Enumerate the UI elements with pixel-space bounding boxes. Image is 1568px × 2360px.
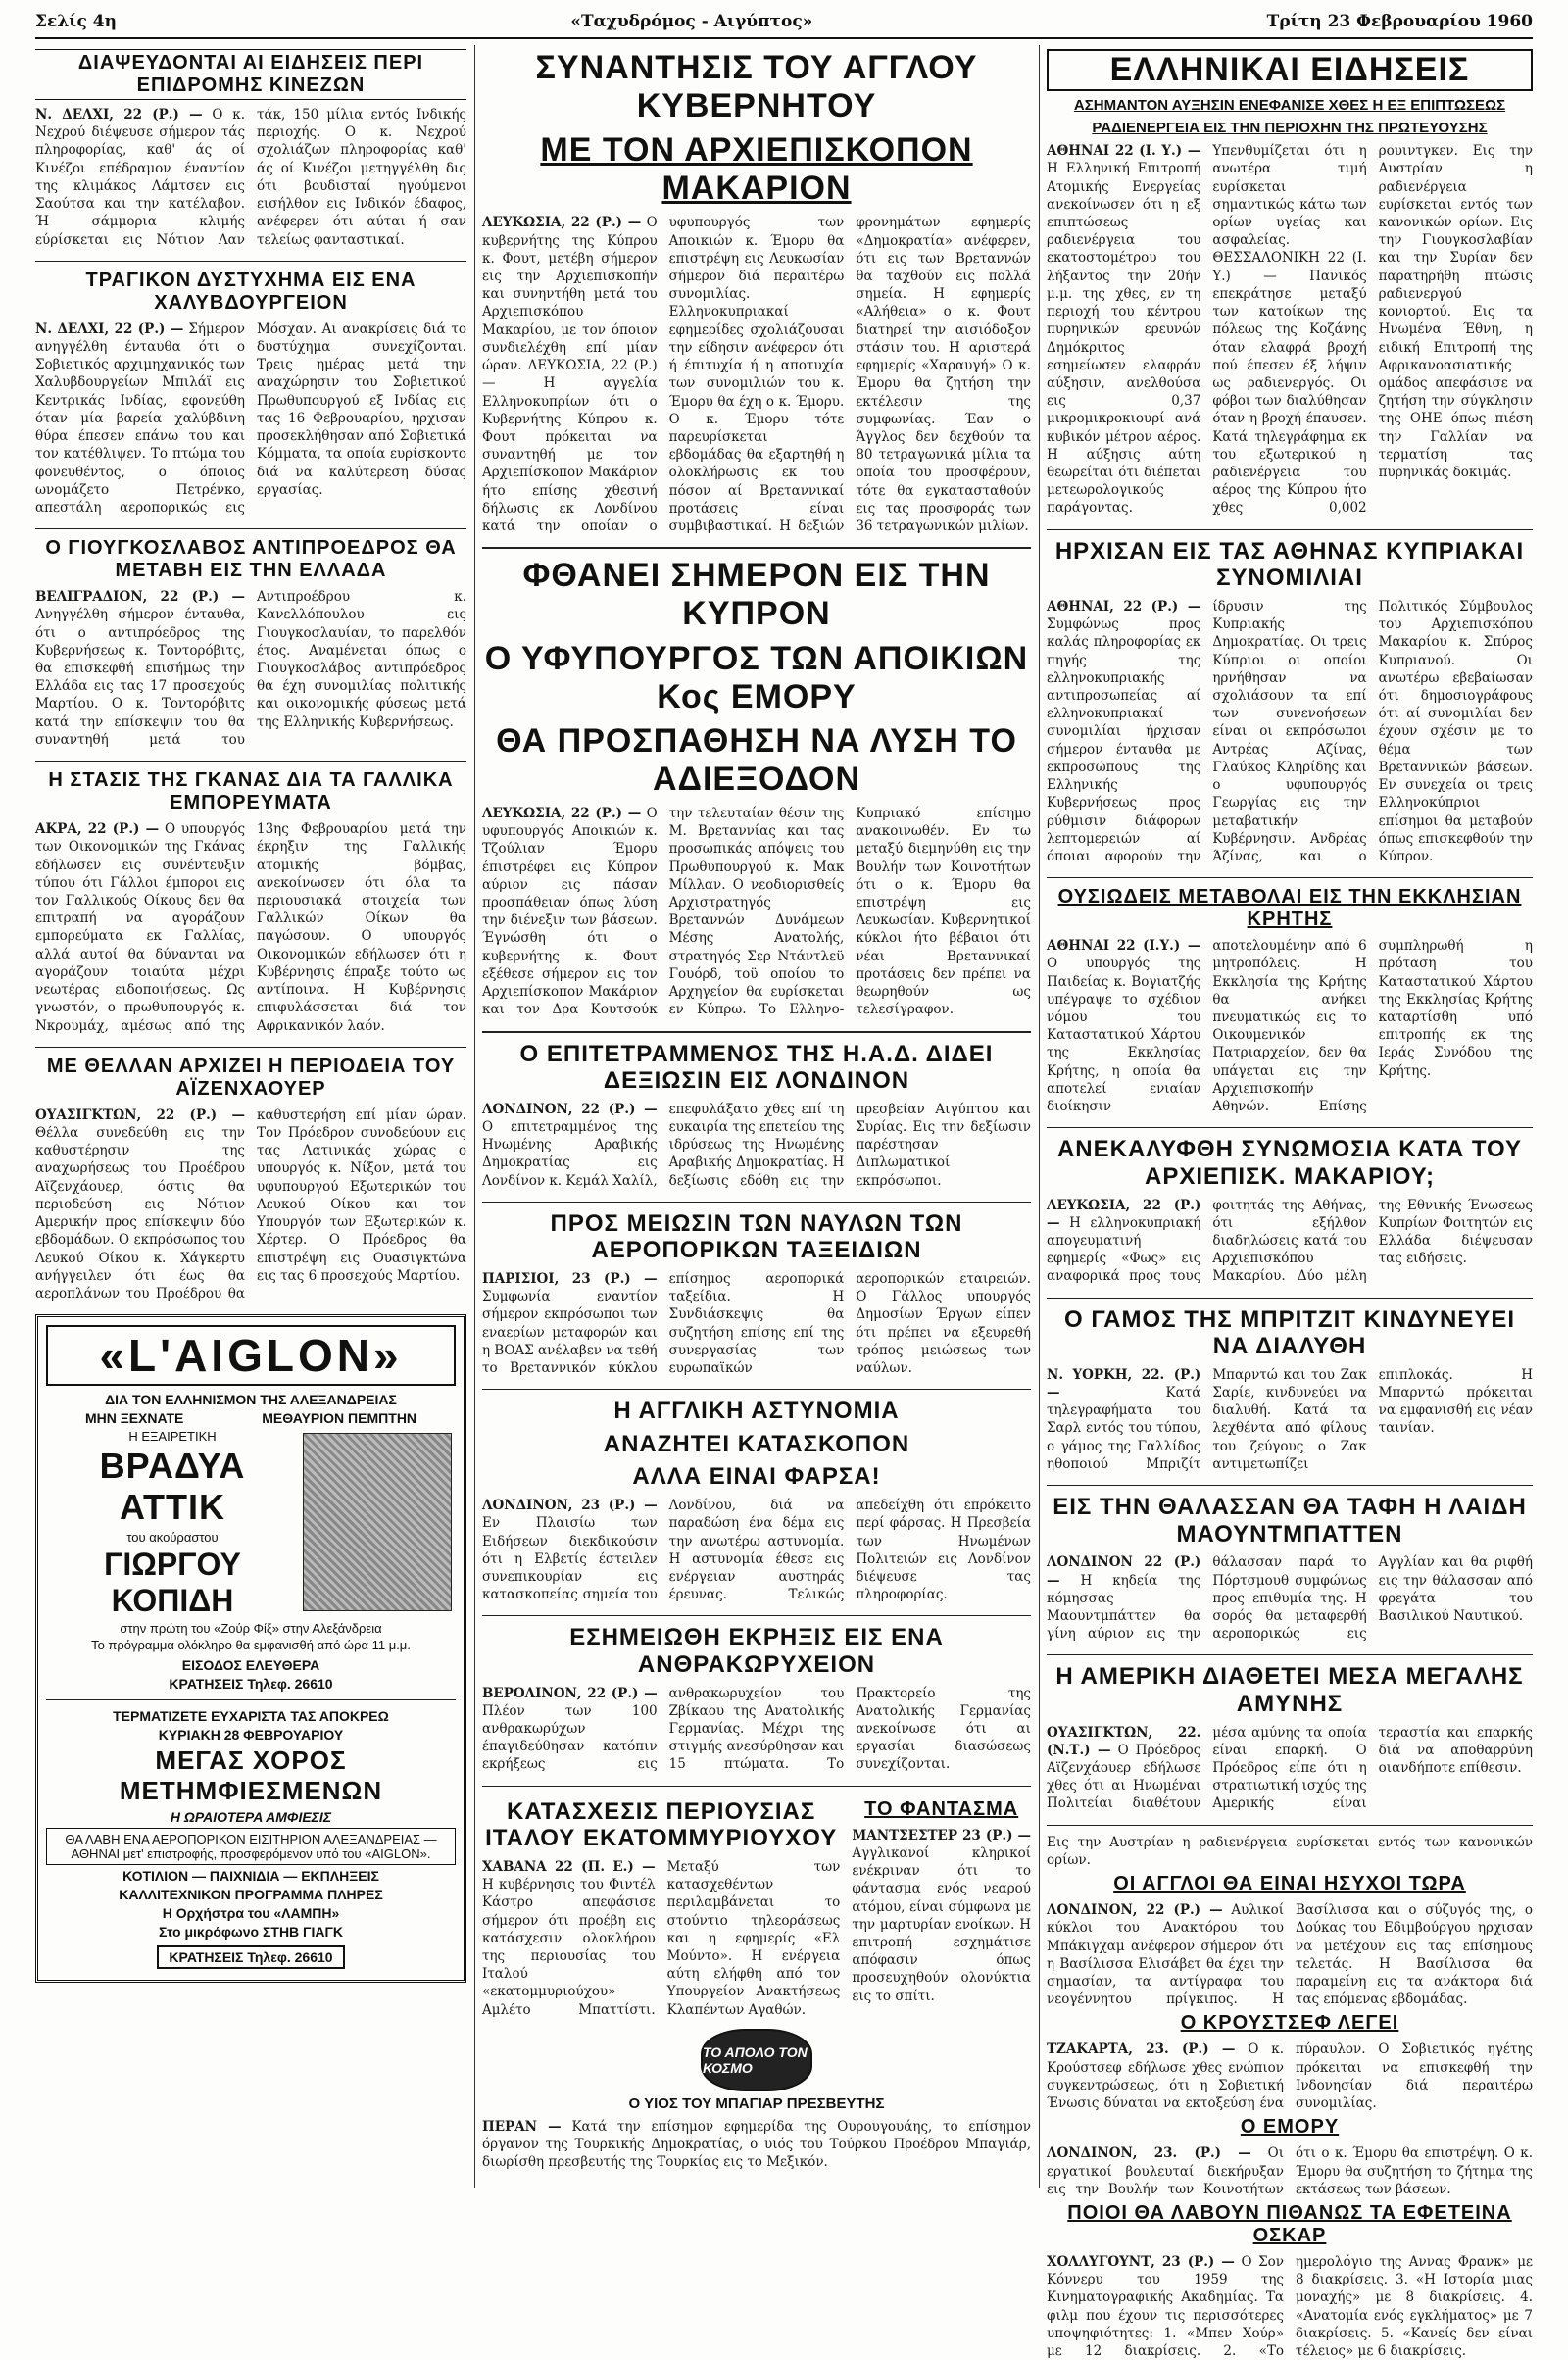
newspaper-title: «Ταχυδρόμος - Αιγύπτος» — [570, 12, 813, 31]
ad-line: στην πρώτη του «Ζούρ Φίξ» στην Αλεξάνδρεια — [120, 1621, 382, 1637]
divider — [1047, 877, 1533, 878]
headline: Ο ΓΑΜΟΣ ΤΗΣ ΜΠΡΙΤΖΙΤ ΚΙΝΔΥΝΕΥΕΙ ΝΑ ΔΙΑΛΥΘΗ — [1063, 1305, 1516, 1360]
article-body — [35, 320, 466, 516]
article-text: Θέλλα συνεδεύθη εις την καθυστέρησιν της αναχωρήσεως του Προέδρου Αϊζενχάουερ, όστις θα περιοδεύση εις Νότιον Αμερικήν προς επίσκεψιν δύο εβδομάδων. Ο εκπρόσωπος του Λευκού Οίκου κ. Χάγκερτυ ανήγγειλεν ότι έως θα αεροπλάνων του Προέδρου θα καθυστερήση επί μίαν ώραν. Τον Πρόεδρον συνοδεύουν εις τας Λατινικάς χώρας ο υπουργός κ. Νίξον, μετά του υφυπουργού Εξωτερικών του Λευκού Οίκου και τον Υπουργόν των Εξωτερικών κ. Χέρτερ. Ο Πρόεδρος θα επιστρέψη εις Ουασιγκτώνα εις τας 6 προσεχούς Μαρτίου. — [35, 1106, 466, 1302]
headline: Ο ΓΙΟΥΓΚΟΣΛΑΒΟΣ ΑΝΤΙΠΡΟΕΔΡΟΣ ΘΑ ΜΕΤΑΒΗ ΕΙΣ ΤΗΝ ΕΛΛΑΔΑ — [45, 537, 457, 582]
ad-line: Η ΩΡΑΙΟΤΕΡΑ ΑΜΦΙΕΣΙΣ — [170, 1809, 332, 1826]
divider — [35, 261, 466, 262]
article-body — [1047, 937, 1533, 1115]
column-rule — [1039, 45, 1040, 2188]
dateline: Ν. ΥΟΡΚΗ, 22. (Ρ.) — — [1047, 1366, 1201, 1401]
article-text: Η κυβέρνησις του Φιντέλ Κάστρο απεφάσισε σήμερον ότι προέβη εις κατάσχεσιν ολοκλήρου της περιουσίας του Ιταλού «εκατομμυριούχου» Αμλέτο Μπαττίστι. Μεταξύ των κατασχεθέντων περιλαμβάνεται το στούντιο τηλεοράσεως και η εφημερίς «Ελ Μούντο». Η ενέργεια αύτη ελήφθη από τον Υπουργείον Ανακτήσεως Κλαπέντων Αγαθών. — [482, 1858, 841, 2018]
headline: ΗΡΧΙΣΑΝ ΕΙΣ ΤΑΣ ΑΘΗΝΑΣ ΚΥΠΡΙΑΚΑΙ ΣΥΝΟΜΙΛΙΑΙ — [1054, 537, 1525, 592]
subheadline: Ο ΥΙΟΣ ΤΟΥ ΜΠΑΓΙΑΡ ΠΡΕΣΒΕΥΤΗΣ — [628, 2094, 885, 2112]
ad-line — [46, 1410, 456, 1426]
column-rule — [474, 45, 475, 2188]
article-body — [35, 1106, 466, 1303]
article-text: Συμφώνως προς καλάς πληροφορίας εκ πηγής της ελληνοκυπριακής αντιπροσωπείας αί ελληνοκυπριακαί συνομιλίαι ήρχισαν σήμερον ένταυθα με εκπροσώπους της Ελληνικής Κυβερνήσεως προς ρύθμισιν διάφορων λεπτομερειών αί όποιαι αφορούν την ίδρυσιν της Κυπριακής Δημοκρατίας. Οι τρεις Κύπριοι οι οποίοι ηρνήθησαν να σχολιάσουν τα επί των συνενοήσεων είναι οι εκπρόσωποι Αντρέας Αζίνας, Γλαύκος Κληρίδης και ο υφυπουργός Γεωργίας εις την μεταβατικήν Κυβέρνησιν. Ανδρέας Άζίνας, και ο Πολιτικός Σύμβουλος του Αρχιεπισκόπου Μακαρίου κ. Σπύρος Κυπριανού. Οι ανωτέρω εβεβαίωσαν ότι δημοσιογράφους ότι αί συνομιλίαι δεν έχουν σχέσιν με το θέμα των Βρεταννικών βάσεων. Εν συνεχεία οι τρεις Ελληνοκύπριοι επίσημοι θα μεταβούν όπως επισκεφθούν την Κύπρον. — [1047, 598, 1533, 864]
headline: ΚΑΤΑΣΧΕΣΙΣ ΠΕΡΙΟΥΣΙΑΣ ΙΤΑΛΟΥ ΕΚΑΤΟΜΜΥΡΙΟΥΧΟΥ — [485, 1797, 838, 1852]
article-text: Πλέον των 100 ανθρακωρύχων έπαγιδεύθησαν κατόπιν εκρήξεως εις ανθρακωρυχείον του Ζβίκαου της Ανατολικής Γερμανίας. Μέχρι της στιγμής ανεσύρθησαν και 15 πτώματα. Το Πρακτορείο της Ανατολικής Γερμανίας ανεκοίνωσε ότι αι εργασίαι διασώσεως συνεχίζονται. — [482, 1685, 1031, 1773]
dateline: ΠΑΡΙΣΙΟΙ, 23 (Ρ.) — — [482, 1270, 658, 1287]
ad-line: ΘΑ ΛΑΒΗ ΕΝΑ ΑΕΡΟΠΟΡΙΚΟΝ ΕΙΣΙΤΗΡΙΟΝ ΑΛΕΞΑΝΔΡΕΙΑΣ — ΑΘΗΝΑΙ μετ' επιστροφής, προσφερόμενον υπό του «AIGLON». — [46, 1828, 456, 1865]
article-text: Ο υπουργός των Οικονομικών της Γκάνας εδήλωσεν εις συνέντευξιν τύπου ότι Γάλλοι έμποροι εις τον Γαλλικούς Οίκους δεν θα επιτραπή να αγοράζουν εμπορεύματα εκ Γαλλίας, αλλά αυτοί θα δύνανται να αγοράζουν τοιαύτα μέχρι νεωτέρας ειδοποιήσεως. Ως γνωστόν, ο πρωθυπουργός κ. Νκρουμάχ, αμέσως από της 13ης Φεβρουαρίου μετά την έκρηξιν της Γαλλικής ατομικής βόμβας, ανεκοίνωσεν ότι όλα τα περιουσιακά στοιχεία των Γαλλικών Οίκων θα παγώσουν. Ο υπουργός Οικονομικών εδήλωσεν ότι η Κυβέρνησις έπραξε τούτο ως αντίποινα. Η Κυβέρνησις επιφυλάσσεται διά τον Αφρικανικόν λαόν. — [35, 821, 466, 1034]
article-text: Αγγλικανοί κληρικοί ενέκριναν ότι το φάντασμα ενός νεαρού ατόμου, είναι σύμφωνα με την μαρτυρίαν ενοίκων. Η επιτροπή εσχημάτισε απόφασιν όπως προσευχηθούν ολονύκτια εις το σπίτι. — [852, 1844, 1031, 2004]
article-text: Ο κ. Νεχρού διέψευσε σήμερον τάς πληροφορίας, καθ' άς οί Κινέζοι επέδραμον έναντίον της κλιμάκος Λάμτσεν εις Σαούτσα και την κατέλαβον. Ή σάμμορια κλιμής εύρίσκεται εις Νότιον Λαν τάκ, 150 μίλια εντός Ινδικής περιοχής. Ο κ. Νεχρού σχολιάζων πληροφορίας καθ' άς οί Κινέζοι μετηγγέλθη δις ότι βουδισταί ηγούμενοι εισήλθον εις Ινδικόν έδαφος, ανέφερεν ότι αύται ή σαν τελείως φανταστικαί. — [35, 107, 466, 248]
article — [482, 557, 1031, 1018]
ad-text: ΜΕΘΑΥΡΙΟΝ ΠΕΜΠΤΗΝ — [262, 1410, 417, 1427]
masthead-rule — [35, 37, 1533, 39]
article-text: Ανηγγέλθη σήμερον ένταυθα, ότι ο αντιπρόεδρος της Κυβερνήσεως κ. Τοντορόβιτς, θα επισκεφθή επισήμως την Ελλάδα εις τας 17 προσεχούς Μαρτίου. Ο κ. Τοντορόβιτς κατά την επίσκεψιν του θα συναντηθή μετά του Αντιπροέδρου κ. Κανελλόπουλου εις Γιουγκοσλαυίαν, το παρελθόν έτος. Αναμένεται όπως ο Γιουγκοσλάβος αντιπρόεδρος θα έχη συνομιλίας πολιτικής και οικονομικής φύσεως μετά της Ελληνικής Κυβερνήσεως. — [35, 589, 466, 748]
headline: ΣΥΝΑΝΤΗΣΙΣ ΤΟΥ ΑΓΓΛΟΥ ΚΥΒΕΡΝΗΤΟΥ — [535, 49, 978, 125]
article-body — [1047, 142, 1533, 517]
article-text: Κατά τηλεγραφήματα του Σαρλ εντός του τύπου, ο γάμος της Γαλλίδος ηθοποιού Μπριζίτ Μπαρντώ και του Ζακ Σαρίε, κινδυνεύει να διαλυθή. Κατά τα λεχθέντα από φίλους του ζεύγους ο Ζακ αντιμετωπίζει επιπλοκάς. Η Μπαρντώ πρόκειται να εμφανισθή εις νέαν ταινίαν. — [1047, 1366, 1533, 1472]
article — [482, 1795, 840, 2019]
dateline: ΒΕΡΟΛΙΝΟΝ, 22 (Ρ.) — — [482, 1685, 658, 1701]
article-body — [35, 588, 466, 749]
headline: Ο ΕΠΙΤΕΤΡΑΜΜΕΝΟΣ ΤΗΣ Η.Α.Δ. ΔΙΔΕΙ ΔΕΞΙΩΣΙΝ ΕΙΣ ΛΟΝΔΙΝΟΝ — [519, 1040, 994, 1095]
article — [35, 49, 466, 249]
article-body — [1047, 2253, 1533, 2360]
bottom-row — [482, 1795, 1031, 2019]
headline: ΔΙΑΨΕΥΔΟΝΤΑΙ ΑΙ ΕΙΔΗΣΕΙΣ ΠΕΡΙ ΕΠΙΔΡΟΜΗΣ ΚΙΝΕΖΩΝ — [35, 49, 466, 100]
article-text: Η κηδεία της κόμησσας Μαουντμπάττεν θα γίνη αύριον εις την θάλασσαν παρά το Πόρτσμουθ συμφώνως προς επιθυμία της. Η σορός θα μεταφερθή αεροπορικώς εις Αγγλίαν και θα ριφθή εις την θάλασσαν από φρεγάτα του Βασιλικού Ναυτικού. — [1047, 1554, 1533, 1643]
article — [482, 1398, 1031, 1603]
dateline: ΑΚΡΑ, 22 (Ρ.) — — [35, 821, 160, 838]
article-body — [482, 214, 1031, 535]
page-number: Σελίς 4η — [35, 12, 117, 31]
headline: Η ΑΜΕΡΙΚΗ ΔΙΑΘΕΤΕΙ ΜΕΣΑ ΜΕΓΑΛΗΣ ΑΜΥΝΗΣ — [1055, 1663, 1524, 1717]
headline: ΟΙ ΑΓΓΛΟΙ ΘΑ ΕΙΝΑΙ ΗΣΥΧΟΙ ΤΩΡΑ — [1113, 1873, 1466, 1895]
divider — [482, 1615, 1031, 1616]
headline: Ο ΕΜΟΡΥ — [1240, 2116, 1340, 2139]
headline: Η ΣΤΑΣΙΣ ΤΗΣ ΓΚΑΝΑΣ ΔΙΑ ΤΑ ΓΑΛΛΙΚΑ ΕΜΠΟΡΕΥΜΑΤΑ — [48, 769, 454, 814]
headline: ΟΥΣΙΩΔΕΙΣ ΜΕΤΑΒΟΛΑΙ ΕΙΣ ΤΗΝ ΕΚΚΛΗΣΙΑΝ ΚΡΗΤΗΣ — [1057, 886, 1522, 931]
article-text: Οι εργατικοί βουλευταί διεκήρυξαν εις την Βουλήν των Κοινοτήτων ότι ο κ. Έμορυ θα επιστρέψη. Ο κ. Έμορυ θα συζητήση το ζήτημα της εκτάσεως των βάσεων. — [1047, 2145, 1533, 2197]
article-body — [1047, 1553, 1533, 1643]
dateline: ΛΕΥΚΩΣΙΑ, 22 (Ρ.) — — [482, 805, 642, 821]
dateline: ΑΘΗΝΑΙ 22 (Ι. Υ.) — — [1047, 143, 1201, 160]
column-right — [1047, 45, 1533, 2360]
article-body — [1047, 2040, 1533, 2112]
article — [35, 537, 466, 749]
article — [35, 1056, 466, 1303]
article — [1047, 1834, 1533, 2360]
article-body — [1047, 1366, 1533, 1473]
article-text: Η ελληνοκυπριακή απογευματινή εφημερίς «Φως» εις αναφορικά προς τους φοιτητάς της Αθήνας, ότι εξήλθον διαδηλώσεις κατά του Αρχιεπισκόπου Μακαρίου. Δύο μέλη της Εθνικής Ένωσεως Κυπρίων Φοιτητών εις Ελλάδα διέψευσαν τας ειδήσεις. — [1047, 1197, 1533, 1285]
divider — [482, 1786, 1031, 1787]
article-text: Ο Πρόεδρος Αϊζενχάουερ εδήλωσε χθες ότι αι Ηνωμέναι Πολιτείαι διαθέτουν μέσα αμύνης τα οποία είναι επαρκή. Ο Πρόεδρος είπε ότι η στρατιωτική ισχύς της Αμερικής είναι τεραστία και επαρκής διά να αποθαρρύνη οιανδήποτε επίθεσιν. — [1047, 1724, 1533, 1812]
headline: ΑΝΑΖΗΤΕΙ ΚΑΤΑΣΚΟΠΟΝ — [603, 1430, 910, 1457]
divider — [1047, 1654, 1533, 1655]
subheadline: ΑΣΗΜΑΝΤΟΝ ΑΥΞΗΣΙΝ ΕΝΕΦΑΝΙΣΕ ΧΘΕΣ Η ΕΞ ΕΠΙΠΤΩΣΕΩΣ — [1073, 97, 1506, 115]
article-body — [35, 820, 466, 1035]
dateline: ΒΕΛΙΓΡΑΔΙΟΝ, 22 (Ρ.) — — [35, 589, 245, 606]
headline: Ο ΥΦΥΠΟΥΡΓΟΣ ΤΩΝ ΑΠΟΙΚΙΩΝ Κος ΕΜΟΡΥ — [484, 639, 1029, 715]
dateline: Ν. ΔΕΛΧΙ, 22 (Ρ.) — — [35, 320, 184, 337]
divider — [1047, 1298, 1533, 1299]
ad-line: ΚΡΑΤΗΣΕΙΣ Τηλεφ. 26610 — [169, 1676, 333, 1693]
ad-line: Η ΕΞΑΙΡΕΤΙΚΗ — [128, 1429, 217, 1445]
article-text: Ο υφυπουργός Αποικιών κ. Τζούλιαν Έμορυ έπιστρέφει εις Κύπρον αύριον εις πάσαν προσπάθειαν όπως λύση την διένεξιν των βάσεων. Έγνώσθη ότι ο κυβερνήτης κ. Φουτ εξέθεσε σήμερον εις τον Αρχιεπίσκοπον Μακάριον και τον Δρα Κουτσούκ την τελευταίαν θέσιν της Μ. Βρεταννίας και τας προσωπικάς απόψεις του Πρωθυπουργού κ. Μακ Μίλλαν. Ο νεοδιορισθείς Αρχιστρατηγός Βρεταννών Δυνάμεων Μέσης Ανατολής, στρατηγός Σερ Ντάντλεϋ Γουόρδ, τοϋ οποίου το Αρχηγείον θα ευρίσκεται εν Κύπρω. Το Ελληνο-Κυπριακό επίσημο ανακοινωθέν. Εν τω μεταξύ διεμηνύθη εις την Βουλήν των Κοινοτήτων ότι ο κ. Έμορυ θα επιστρέψη εις Λευκωσίαν. Κυβερνητικοί κύκλοι ήτο βέβαιοι ότι νέαι Βρεταννικαί προτάσεις δεν πρέπει να θεωρηθούν ως τελεσίγραφον. — [482, 805, 1031, 1018]
article — [1047, 886, 1533, 1115]
divider — [482, 1031, 1031, 1033]
dateline: ΛΟΝΔΙΝΟΝ, 23 (Ρ.) — — [482, 1498, 658, 1514]
headline: ΕΙΣ ΤΗΝ ΘΑΛΑΣΣΑΝ ΘΑ ΤΑΦΗ Η ΛΑΙΔΗ ΜΑΟΥΝΤΜΠΑΤΤΕΝ — [1053, 1494, 1527, 1548]
article-text: Ο υπουργός της Παιδείας κ. Βογιατζής υπέγραψε το σχέδιον νόμου του Καταστατικού Χάρτου της Εκκλησίας Κρήτης, η οποία θα αποτελεί ενιαίαν διοίκησιν αποτελουμένην από 6 μητροπόλεις. Η Εκκλησία της Κρήτης θα ανήκει πνευματικώς εις το Οικουμενικόν Πατριαρχείον, δεν θα υπάγεται εις την Αρχιεπισκοπήν Αθηνών. Επίσης συμπληρωθή η πρόταση του Καταστατικού Χάρτου της Εκκλησίας Κρήτης καταρτίσθη υπό επιτροπής εκ της Ιεράς Συνόδου της Κρήτης. — [1047, 938, 1533, 1115]
divider — [46, 1699, 456, 1700]
headline: ΜΕ ΤΟΝ ΑΡΧΙΕΠΙΣΚΟΠΟΝ ΜΑΚΑΡΙΟΝ — [540, 131, 973, 208]
article — [1047, 1663, 1533, 1812]
headline: ΠΟΙΟΙ ΘΑ ΛΑΒΟΥΝ ΠΙΘΑΝΩΣ ΤΑ ΕΦΕΤΕΙΝΑ ΟΣΚΑΡ — [1067, 2201, 1512, 2246]
article-body — [1047, 1724, 1533, 1813]
ad-logo: «L'AIGLON» — [46, 1325, 456, 1386]
subheadline: ΡΑΔΙΕΝΕΡΓΕΙΑ ΕΙΣ ΤΗΝ ΠΕΡΙΟΧΗΝ ΤΗΣ ΠΡΩΤΕΥΟΥΣΗΣ — [1092, 120, 1488, 137]
article-text: Κατά την επίσημον εφημερίδα της Ουρουγουάης, το επίσημον όργανον της Τουρκικής Δημοκρατίας, ο υιός του Τούρκου Προέδρου Μπαγιάρ, διωρίσθη πρεσβευτής της Τουρκίας εις το Μεξικόν. — [482, 2118, 1031, 2171]
divider — [1047, 529, 1533, 530]
headline: ΤΡΑΓΙΚΟΝ ΔΥΣΤΥΧΗΜΑ ΕΙΣ ΕΝΑ ΧΑΛΥΒΔΟΥΡΓΕΙΟΝ — [85, 269, 416, 314]
article-text: Ο κ. Κρούστσεφ εδήλωσε χθες ενώπιον συγκεντρώσεως, ότι η Σοβιετική Ένωσις δύναται να εκτοξεύση ένα πύραυλον. Ο Σοβιετικός ηγέτης πρόκειται να επισκεφθή την Ινδονησίαν διά περαιτέρω συνομιλίας. — [1047, 2041, 1533, 2112]
divider — [482, 1202, 1031, 1203]
article — [1047, 1494, 1533, 1643]
article-body — [482, 1685, 1031, 1774]
dateline: ΛΟΝΔΙΝΟΝ, 23. (Ρ.) — — [1047, 2145, 1251, 2162]
article-body — [1047, 2144, 1533, 2198]
masthead — [35, 8, 1533, 35]
headline: ΜΕ ΘΕΛΛΑΝ ΑΡΧΙΖΕΙ Η ΠΕΡΙΟΔΕΙΑ ΤΟΥ ΑΪΖΕΝΧΑΟΥΕΡ — [46, 1055, 456, 1100]
headline: ΤΟ ΦΑΝΤΑΣΜΑ — [864, 1797, 1019, 1820]
divider — [1047, 1485, 1533, 1486]
article-text: Αυλικοί κύκλοι του Ανακτόρου του Μπάκιγχαμ ανέφερον σήμερον ότι η Βασίλισσα Ελισάβετ θα έχει την σημασίαν, τα αντίγραφα του νεογέννητου πρίγκιπος. Η Βασίλισσα και ο σύζυγός της, ο Δούκας του Εδιμβούργου ηρχισαν να μετέχουν εις τας επίσημους τελετάς. Η Βασίλισσα θα παραμείνη εις τα ανάκτορα διά τας επόμενας εβδομάδας. — [1047, 1902, 1533, 2008]
article — [35, 769, 466, 1035]
divider — [35, 528, 466, 529]
article — [1047, 1306, 1533, 1474]
ad-line: ΜΕΓΑΣ ΧΟΡΟΣ ΜΕΤΗΜΦΙΕΣΜΕΝΩΝ — [119, 1745, 383, 1806]
dateline: ΛΟΝΔΙΝΟΝ, 22 (Ρ.) — — [1047, 1902, 1223, 1919]
article-body — [482, 1497, 1031, 1603]
article-body — [482, 2118, 1031, 2172]
dateline: ΛΕΥΚΩΣΙΑ, 22 (Ρ.) — — [482, 215, 642, 231]
article — [482, 1210, 1031, 1378]
article — [482, 49, 1031, 535]
ad-line: ΕΙΣΟΔΟΣ ΕΛΕΥΘΕΡΑ — [181, 1657, 320, 1674]
article-text: Ο επιτετραμμένος της Ηνωμένης Αραβικής Δημοκρατίας εις Λονδίνον κ. Κεμάλ Χαλίλ, επεφυλάξατο χθες επί τη ευκαιρία της επετείου της ιδρύσεως της Ηνωμένης Αραβικής Δημοκρατίας. Η δεξίωσις εδόθη εις την πρεσβείαν Αιγύπτου και Συρίας. Εις την δεξίωσιν παρέστησαν Διπλωματικοί εκπρόσωποι. — [482, 1101, 1031, 1189]
dateline: Ν. ΔΕΛΧΙ, 22 (Ρ.) — — [35, 107, 203, 123]
article — [1047, 49, 1533, 517]
dateline: ΑΘΗΝΑΙ, 22 (Ρ.) — — [1047, 598, 1201, 615]
divider — [1047, 1127, 1533, 1128]
headline: ΕΣΗΜΕΙΩΘΗ ΕΚΡΗΞΙΣ ΕΙΣ ΕΝΑ ΑΝΘΡΑΚΩΡΥΧΕΙΟΝ — [569, 1624, 944, 1678]
ad-line: Το πρόγραμμα ολόκληρο θα εμφανισθή από ώρα 11 μ.μ. — [91, 1638, 411, 1653]
divider — [482, 547, 1031, 549]
dateline: ΟΥΑΣΙΓΚΤΩΝ, 22. (Ν.Τ.) — — [1047, 1724, 1201, 1758]
ad-line: ΚΥΡΙΑΚΗ 28 ΦΕΒΡΟΥΑΡΙΟΥ — [158, 1727, 344, 1744]
divider — [35, 761, 466, 762]
dateline: ΛΟΝΔΙΝΟΝ 22 (Ρ.) — — [1047, 1554, 1201, 1589]
article-body — [482, 1858, 840, 2019]
column-logo-stamp: ΤΟ ΑΠΟΛΟ ΤΟΝ ΚΟΣΜΟ — [701, 2029, 812, 2091]
article — [1047, 1136, 1533, 1285]
ad-line: Η Ορχήστρα του «ΛΑΜΠΗ» — [162, 1905, 340, 1922]
headline: Η ΑΓΓΛΙΚΗ ΑΣΤΥΝΟΜΙΑ — [613, 1398, 900, 1425]
ad-line: του ακούραστου — [126, 1530, 219, 1546]
divider — [1047, 1825, 1533, 1826]
article-body — [852, 1827, 1031, 2005]
article — [35, 270, 466, 516]
headline: ΦΘΑΝΕΙ ΣΗΜΕΡΟΝ ΕΙΣ ΤΗΝ ΚΥΠΡΟΝ — [522, 557, 991, 633]
article — [482, 1041, 1031, 1190]
headline: ΑΝΕΚΑΛΥΦΘΗ ΣΥΝΩΜΟΣΙΑ ΚΑΤΑ ΤΟΥ ΑΡΧΙΕΠΙΣΚ. ΜΑΚΑΡΙΟΥ; — [1056, 1136, 1523, 1190]
advertisement-aiglon — [35, 1314, 466, 1983]
headline: ΑΛΛΑ ΕΙΝΑΙ ΦΑΡΣΑ! — [632, 1463, 881, 1491]
ad-line: ΔΙΑ ΤΟΝ ΕΛΛΗΝΙΣΜΟΝ ΤΗΣ ΑΛΕΞΑΝΔΡΕΙΑΣ — [105, 1392, 397, 1408]
article-text: Ο Σον Κόννερυ του 1959 της Κινηματογραφικής Ακαδημίας. Τα φιλμ που έχουν τις περισσότερες υποψηφιότητες: 1. «Μπεν Χούρ» με 12 διακρίσεις. 2. «Το ημερολόγιο της Αννας Φρανκ» με 8 διακρίσεις. 3. «Η Ιστορία μιας μοναχής» με 8 διακρίσεις. 4. «Ανατομία ενός εγκλήματος» με 7 διακρίσεις. 5. «Κανείς δεν είναι τέλειος» με 6 διακρίσεις. — [1047, 2253, 1533, 2360]
ad-artist-name: ΓΙΩΡΓΟΥ ΚΟΠΙΔΗ — [104, 1547, 241, 1619]
article-text: Σήμερον ανηγγέλθη ένταυθα ότι ο Σοβιετικός αρχιμηχανικός των Χαλυβδουργείων Μπιλάϊ εις Κεντρικάς Ινδίας, εφονεύθη όταν μία βαρεία χαλύβδινη θύρα έπεσεν επάνω του και τον κατέθλιψεν. Το πτώμα του φονευθέντος, ο όποιος ωνομάζετο Πετρένκο, απεστάλη αεροπορικώς εις Μόσχαν. Αι ανακρίσεις διά το δυστύχημα συνεχίζονται. Τρεις ημέρας μετά την αναχώρησιν του Σοβιετικού Πρωθυπουργού εξ Ινδίας εις τας 16 Φεβρουαρίου, ηρχισαν προσεκλήθησαν από Σοβιετικά Κόμματα, τα οποία ευρίσκοντο διά να καλύτερεση δύσας εργασίας. — [35, 320, 466, 516]
section-title: ΕΛΛΗΝΙΚΑΙ ΕΙΔΗΣΕΙΣ — [1047, 49, 1533, 91]
article-text: Η Ελληνική Επιτροπή Ατομικής Ενεργείας ανεκοίνωσεν ότι η εξ επιπτώσεως ραδιενέργεια του εκατοστομέτρου του λήξαντος την 20ήν μ.μ. της χθες, εν τη περιοχή του κέντρου πυρηνικών ερευνών Δημόκριτος εσημείωσεν ελαφράν αύξησιν, ανελθούσα εις 0,37 μικρομικροκιουρί ανά κυβικόν μέτρον αέρος. Η αύξησις αύτη θεωρείται ότι διέπεται μετεωρολογικούς παράγοντας. Υπενθυμίζεται ότι η ανωτέρα τιμή ευρίσκεται σημαντικώς κάτω των ορίων υγείας και ασφαλείας. ΘΕΣΣΑΛΟΝΙΚΗ 22 (Ι. Υ.) — Πανικός επεκράτησε μεταξύ των κατοίκων της πόλεως της Κοζάνης όταν ελαφρά βροχή πού έπεσεν έξ λήψιν ως ραδιενεργός. Οι φόβοι των διαλύθησαν όταν η βροχή έπαυσεν. Κατά τηλεγράφημα εκ του εξωτερικού η ραδιενέργεια του αέρος της Κύπρου ήτο χθες 0,002 ρουιντγκεν. Εις την Αυστρίαν η ραδιενέργεια ευρίσκεται εντός των κανονικών ορίων. Εις την Γιουγκοσλαβίαν και την Συρίαν δεν παρατηρήθη πτώσις ραδιενεργού κονιορτού. Εις τα Ηνωμένα Έθνη, η ειδική Επιτροπή της Αφρικανοασιατικής ομάδος απεφάσισε να ζητήση την σύγκλησιν της ΟΗΕ όπως πιέση την Γαλλίαν να τερματίση τας πυρηνικάς δοκιμάς. — [1047, 143, 1533, 516]
article-body — [482, 805, 1031, 1019]
article-text: Συμφωνία εναντίον σήμερον εκπρόσωποι των εναερίων μεταφορών και η ΒΟΑΣ ανέλαβεν να τεθή το Βρεταννικόν κύκλου επίσημος αεροπορικά ταξείδια. Η Συνδιάσκεψις θα συζητήση επίσης επί της συνεργασίας των ευρωπαϊκών αεροπορικών εταιρειών. Ο Γάλλος υπουργός Δημοσίων Έργων είπεν ότι πρέπει να εξευρεθή τρόπος μειώσεως των ναύλων. — [482, 1270, 1031, 1377]
ad-line: ΚΡΑΤΗΣΕΙΣ Τηλεφ. 26610 — [157, 1945, 344, 1969]
divider — [35, 1047, 466, 1048]
column-left — [35, 45, 466, 2188]
artist-photo — [303, 1433, 452, 1611]
article — [482, 1624, 1031, 1773]
ad-text: ΜΗΝ ΞΕΧΝΑΤΕ — [84, 1410, 184, 1427]
article-body — [1047, 1197, 1533, 1286]
ad-line: ΚΑΛΛΙΤΕΧΝΙΚΟΝ ΠΡΟΓΡΑΜΜΑ ΠΛΗΡΕΣ — [119, 1887, 383, 1903]
dateline: ΧΑΒΑΝΑ 22 (Π. Ε.) — — [482, 1858, 656, 1875]
dateline: ΟΥΑΣΙΓΚΤΩΝ, 22 (Ρ.) — — [35, 1106, 245, 1123]
column-center — [482, 45, 1031, 2188]
ad-line: ΚΟΤΙΛΙΟΝ — ΠΑΙΧΝΙΔΙΑ — ΕΚΠΛΗΞΕΙΣ — [122, 1868, 379, 1885]
issue-date: Τρίτη 23 Φεβρουαρίου 1960 — [1266, 12, 1533, 31]
dateline: ΑΘΗΝΑΙ 22 (Ι.Υ.) — — [1047, 938, 1201, 955]
dateline: ΤΖΑΚΑΡΤΑ, 23. (Ρ.) — — [1047, 2041, 1236, 2058]
article-body — [1047, 1901, 1533, 2008]
dateline: ΛΟΝΔΙΝΟΝ, 22 (Ρ.) — — [482, 1101, 658, 1117]
article — [852, 1795, 1031, 2019]
ad-line: ΤΕΡΜΑΤΙΖΕΤΕ ΕΥΧΑΡΙΣΤΑ ΤΑΣ ΑΠΟΚΡΕΩ — [113, 1708, 389, 1725]
article-body — [35, 106, 466, 249]
dateline: ΠΕΡΑΝ — — [482, 2118, 562, 2135]
ad-line: Στο μικρόφωνο ΣΤΗΒ ΓΙΑΓΚ — [158, 1924, 343, 1941]
article-text: Ο κυβερνήτης της Κύπρου κ. Φουτ, μετέβη σήμερον εις την Αρχιεπισκοπήν και συνηντήθη μετά του Αρχιεπισκόπου Μακαρίου, με τον όποιον συνδιελέχθη επί μίαν ώραν. ΛΕΥΚΩΣΙΑ, 22 (Ρ.) — Η αγγελία Ελληνοκυπρίων ότι ο Κυβερνήτης Κύπρου κ. Φουτ πρόκειται να συναντηθή με τον Αρχιεπίσκοπον Μακάριον ήτο επίσης χθεσινή δήλωσις εκ Λονδίνου κατά την οποίαν ο υφυπουργός των Αποικιών κ. Έμορυ θα επιστρέψη εις Λευκωσίαν σήμερον διά περαιτέρω συνομιλίας. Ελληνοκυπριακαί εφημερίδες σχολιάζουσαι την είδησιν ανέφερον ότι ή έπιτυχία ή η αποτυχία των συνομιλιών του κ. Έμορυ θα έχη ο κ. Έμορυ. Ο κ. Έμορυ τότε παρευρίσκεται εβδομάδας θα εξαρτηθή η ολοκλήρωσις εκ του πόσον αί Βρεταννικαί προτάσεις είναι συμβιβαστικαί. Η δεξιών φρονημάτων εφημερίς «Δημοκρατία» ανέφερεν, ότι εις των Βρεταννών θα ταχθούν εις πολλά σημεία. Η εφημερίς «Αλήθεια» ο κ. Φουτ διατηρεί την αισιόδοξον στάσιν του. Η αριστερά εφημερίς «Χαραυγή» Ο κ. Έμορυ θα ζητήση την εκτέλεσιν της συμφωνίας. Έαν ο Άγγλος δεν δεχθούν τα 80 τετραγωνικά μίλια τα οποία του προσφέρουν, τότε θα εγκατασταθούν εις τας προσφοράς των 36 τετραγωνικών μιλίων. — [482, 215, 1031, 535]
headline: ΠΡΟΣ ΜΕΙΩΣΙΝ ΤΩΝ ΝΑΥΛΩΝ ΤΩΝ ΑΕΡΟΠΟΡΙΚΩΝ ΤΑΞΕΙΔΙΩΝ — [550, 1209, 963, 1264]
article-text: Εις την Αυστρίαν η ραδιενέργεια ευρίσκεται εντός των κανονικών ορίων. — [1047, 1834, 1533, 1868]
dateline: ΜΑΝΤΣΕΣΤΕΡ 23 (Ρ.) — — [852, 1827, 1031, 1844]
dateline: ΛΕΥΚΩΣΙΑ, 22 (Ρ.) — — [1047, 1197, 1201, 1231]
headline: ΘΑ ΠΡΟΣΠΑΘΗΣΗ ΝΑ ΛΥΣΗ ΤΟ ΑΔΙΕΞΟΔΟΝ — [496, 721, 1017, 798]
ad-event-title: ΒΡΑΔΥΑ ΑΤΤΙΚ — [99, 1446, 246, 1528]
dateline: ΧΟΛΛΥΓΟΥΝΤ, 23 (Ρ.) — — [1047, 2253, 1235, 2270]
article — [1047, 538, 1533, 865]
divider — [482, 1389, 1031, 1390]
article-text: Εν Πλαισίω των Ειδήσεων διεκδικούσιν ότι η Ελβετίς έστειλεν συνεπικουρίαν εις κατασκοπείας σημεία του Λονδίνου, διά να παραδώση ένα δέμα εις την ανωτέρω αστυνομία. Η αστυνομία έθεσε εις ενέργειαν αυστηράς έρευνας. Τελικώς απεδείχθη ότι επρόκειτο περί φάρσας. Η Πρεσβεία των Ηνωμένων Πολιτειών εις Λονδίνον διέψευσε τας πληροφορίας. — [482, 1498, 1031, 1603]
article-body — [1047, 598, 1533, 865]
headline: Ο ΚΡΟΥΣΤΣΕΦ ΛΕΓΕΙ — [1180, 2012, 1399, 2035]
article-body — [482, 1101, 1031, 1190]
article-body — [482, 1270, 1031, 1377]
